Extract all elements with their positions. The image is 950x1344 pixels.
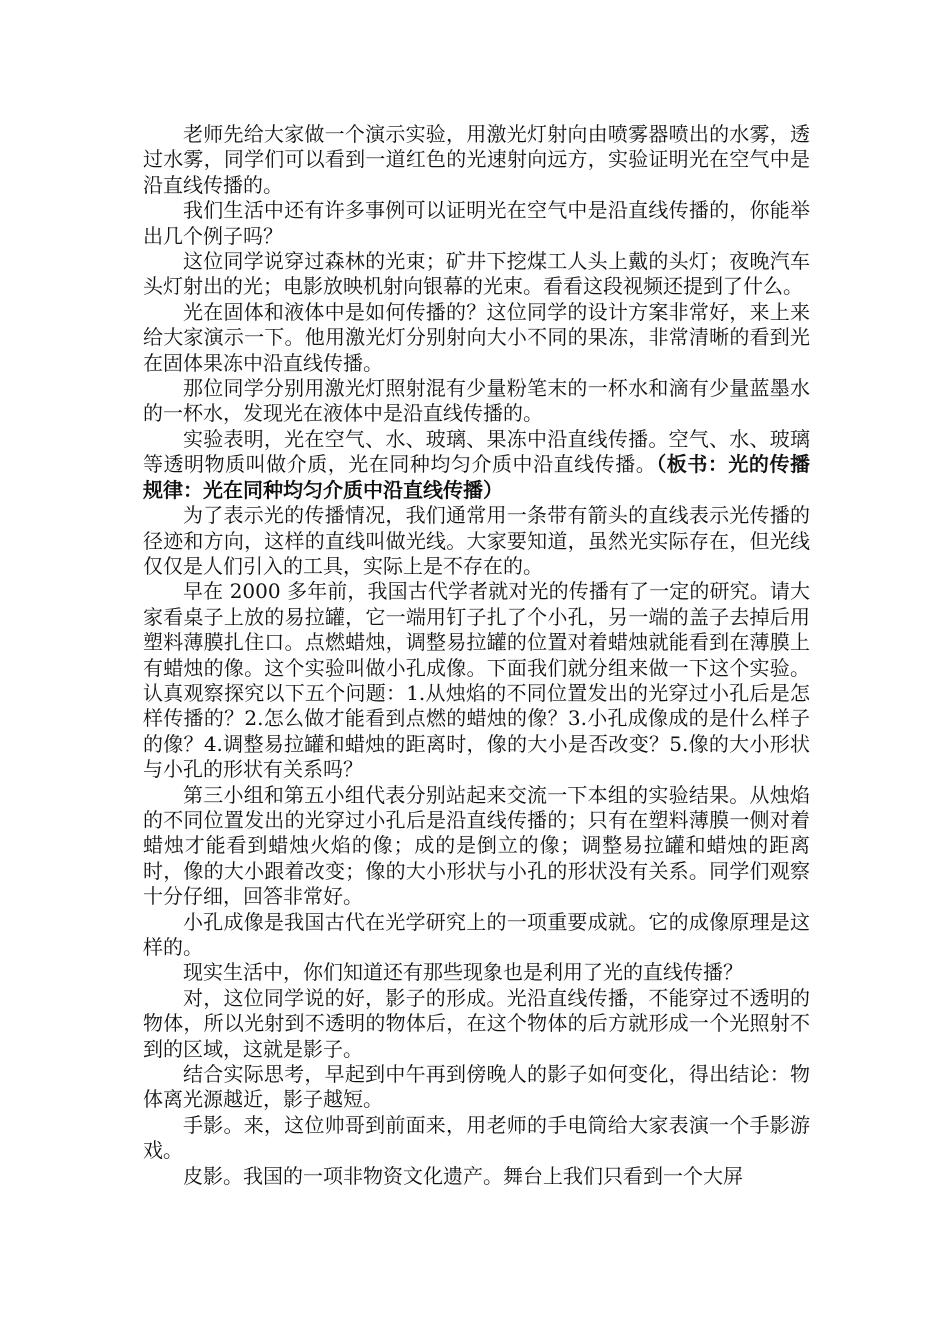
paragraph-hand-shadow: 手影。来，这位帅哥到前面来，用老师的手电筒给大家表演一个手影游戏。 [143,1112,810,1163]
document-body [143,122,810,1189]
paragraph-real-life-question: 现实生活中，你们知道还有那些现象也是利用了光的直线传播？ [183,960,743,985]
paragraph-examples-question: 我们生活中还有许多事例可以证明光在空气中是沿直线传播的，你能举出几个例子吗？ [143,198,810,248]
paragraph-solid-demo: 光在固体和液体中是如何传播的？这位同学的设计方案非常好，来上来给大家演示一下。他用激光灯分别射向大小不同的果冻，非常清晰的看到光在固体果冻中沿直线传播。 [143,299,810,375]
blackboard-note: （板书：光的传播规律：光在同种均匀介质中沿直线传播） [143,452,810,502]
paragraph-shadow: 对，这位同学说的好，影子的形成。光沿直线传播，不能穿过不透明的物体，所以光射到不透明的物体后，在这个物体的后方就形成一个光照射不到的区域，这就是影子。 [143,985,810,1061]
conclusion-text: 实验表明，光在空气、水、玻璃、果冻中沿直线传播。空气、水、玻璃等透明物质叫做介质，光在同种均匀介质中沿直线传播。 [143,426,810,477]
paragraph-liquid-demo: 那位同学分别用激光灯照射混有少量粉笔末的一杯水和滴有少量蓝墨水的一杯水，发现光在液体中是沿直线传播的。 [143,376,810,426]
paragraph-pinhole-experiment: 早在 2000 多年前，我国古代学者就对光的传播有了一定的研究。请大家看桌子上放的易拉罐，它一端用钉子扎了个小孔，另一端的盖子去掉后用塑料薄膜扎住口。点燃蜡烛，调整易拉罐的位置对着蜡烛就能看到在薄膜上有蜡烛的像。这个实验叫做小孔成像。下面我们就分组来做一下这个实验。认真观察探究以下五个问题：1.从烛焰的不同位置发出的光穿过小孔后是怎样传播的？2.怎么做才能看到点燃的蜡烛的像？3.小孔成像成的是什么样子的像？4.调整易拉罐和蜡烛的距离时，像的大小是否改变？5.像的大小形状与小孔的形状有关系吗？ [143,579,810,782]
paragraph-shadow-change: 结合实际思考，早起到中午再到傍晚人的影子如何变化，得出结论：物体离光源越近，影子越短。 [143,1062,810,1112]
paragraph-group-results: 第三小组和第五小组代表分别站起来交流一下本组的实验结果。从烛焰的不同位置发出的光穿过小孔后是沿直线传播的；只有在塑料薄膜一侧对着蜡烛才能看到蜡烛火焰的像；成的是倒立的像；调整易拉罐和蜡烛的距离时，像的大小跟着改变；像的大小形状与小孔的形状没有关系。同学们观察十分仔细，回答非常好。 [143,782,810,909]
paragraph-light-ray: 为了表示光的传播情况，我们通常用一条带有箭头的直线表示光传播的径迹和方向，这样的直线叫做光线。大家要知道，虽然光实际存在，但光线仅仅是人们引入的工具，实际上是不存在的。 [143,503,810,578]
paragraph-examples-answer: 这位同学说穿过森林的光束；矿井下挖煤工人头上戴的头灯；夜晚汽车头灯射出的光；电影放映机射向银幕的光束。看看这段视频还提到了什么。 [143,249,810,299]
paragraph-pinhole-principle: 小孔成像是我国古代在光学研究上的一项重要成就。它的成像原理是这样的。 [143,909,810,959]
paragraph-conclusion [143,427,810,503]
paragraph-shadow-puppetry: 皮影。我国的一项非物资文化遗产。舞台上我们只看到一个大屏 [183,1163,743,1188]
paragraph-laser-demo: 老师先给大家做一个演示实验，用激光灯射向由喷雾器喷出的水雾，透过水雾，同学们可以看到一道红色的光速射向远方，实验证明光在空气中是沿直线传播的。 [143,122,810,197]
